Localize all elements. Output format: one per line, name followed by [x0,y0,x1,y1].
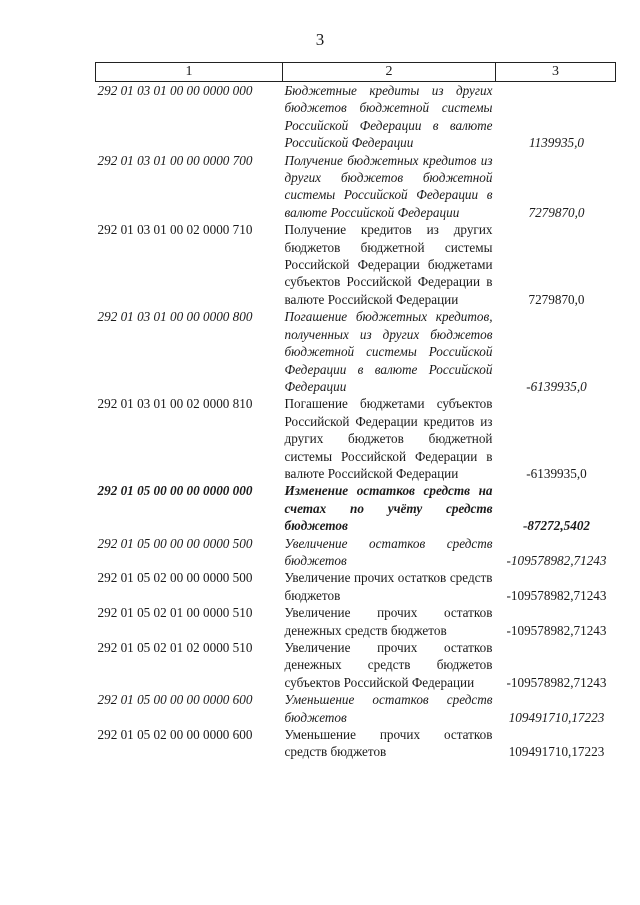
table-row [96,482,616,534]
classification-code: 292 01 05 02 00 00 0000 500 [97,570,253,586]
item-amount: 109491710,17223 [508,709,605,725]
item-amount: -109578982,71243 [506,552,607,568]
item-amount: -109578982,71243 [506,587,607,603]
classification-code: 292 01 03 01 00 00 0000 700 [97,152,253,168]
item-name: Бюджетные кредиты из других бюджетов бюджетной системы Российской Федерации в валюте Российской Федерации [284,83,493,151]
item-amount: 109491710,17223 [508,744,605,760]
item-amount: -109578982,71243 [506,674,607,690]
table-row [96,395,616,482]
classification-code: 292 01 03 01 00 02 0000 710 [97,222,253,238]
item-name: Погашение бюджетных кредитов, полученных из других бюджетов бюджетной системы Российской Федерации в валюте Российской Федерации [284,309,493,394]
table-row [96,308,616,395]
item-amount: 7279870,0 [528,291,585,307]
table-row [96,82,616,152]
classification-code: 292 01 05 00 00 00 0000 000 [97,483,253,499]
column-header-2: 2 [283,63,496,82]
item-name: Уменьшение остатков средств бюджетов [284,692,493,725]
table-row [96,569,616,604]
table-row [96,639,616,691]
item-name: Увеличение прочих остатков денежных средств бюджетов [284,605,493,638]
page-number: 3 [315,30,325,49]
item-amount: 1139935,0 [528,135,585,151]
classification-code: 292 01 03 01 00 00 0000 800 [97,309,253,325]
table-row [96,604,616,639]
item-name: Увеличение прочих остатков средств бюджетов [284,570,493,603]
classification-code: 292 01 03 01 00 02 0000 810 [97,396,253,412]
item-amount: -87272,5402 [522,518,591,534]
item-amount: -6139935,0 [526,465,587,481]
item-amount: -109578982,71243 [506,622,607,638]
item-name: Увеличение остатков средств бюджетов [284,535,493,568]
classification-code: 292 01 03 01 00 00 0000 000 [97,83,253,98]
item-name: Увеличение прочих остатков денежных средств бюджетов субъектов Российской Федерации [284,640,493,690]
table-row [96,221,616,308]
column-header-3: 3 [496,63,616,82]
classification-code: 292 01 05 02 00 00 0000 600 [97,727,253,743]
item-name: Получение бюджетных кредитов из других бюджетов бюджетной системы Российской Федерации в валюте Российской Федерации [284,152,493,220]
item-amount: -6139935,0 [526,378,587,394]
classification-code: 292 01 05 02 01 00 0000 510 [97,605,253,621]
table-header-row [96,63,616,82]
item-name: Уменьшение прочих остатков средств бюджетов [284,727,493,760]
table-row [96,152,616,222]
item-name: Изменение остатков средств на счетах по учёту средств бюджетов [284,483,493,534]
column-header-1: 1 [96,63,283,82]
table-row [96,726,616,761]
table-row [96,691,616,726]
table-row [96,535,616,570]
sources-table [95,62,616,761]
classification-code: 292 01 05 02 01 02 0000 510 [97,640,253,655]
item-name: Погашение бюджетами субъектов Российской Федерации кредитов из других бюджетов бюджетной системы Российской Федерации в валюте Российской Федерации [284,396,493,481]
classification-code: 292 01 05 00 00 00 0000 600 [97,692,253,708]
item-name: Получение кредитов из других бюджетов бюджетной системы Российской Федерации бюджетами субъектов Российской Федерации в валюте Российской Федерации [284,222,493,307]
item-amount: 7279870,0 [528,204,585,220]
classification-code: 292 01 05 00 00 00 0000 500 [97,535,253,551]
